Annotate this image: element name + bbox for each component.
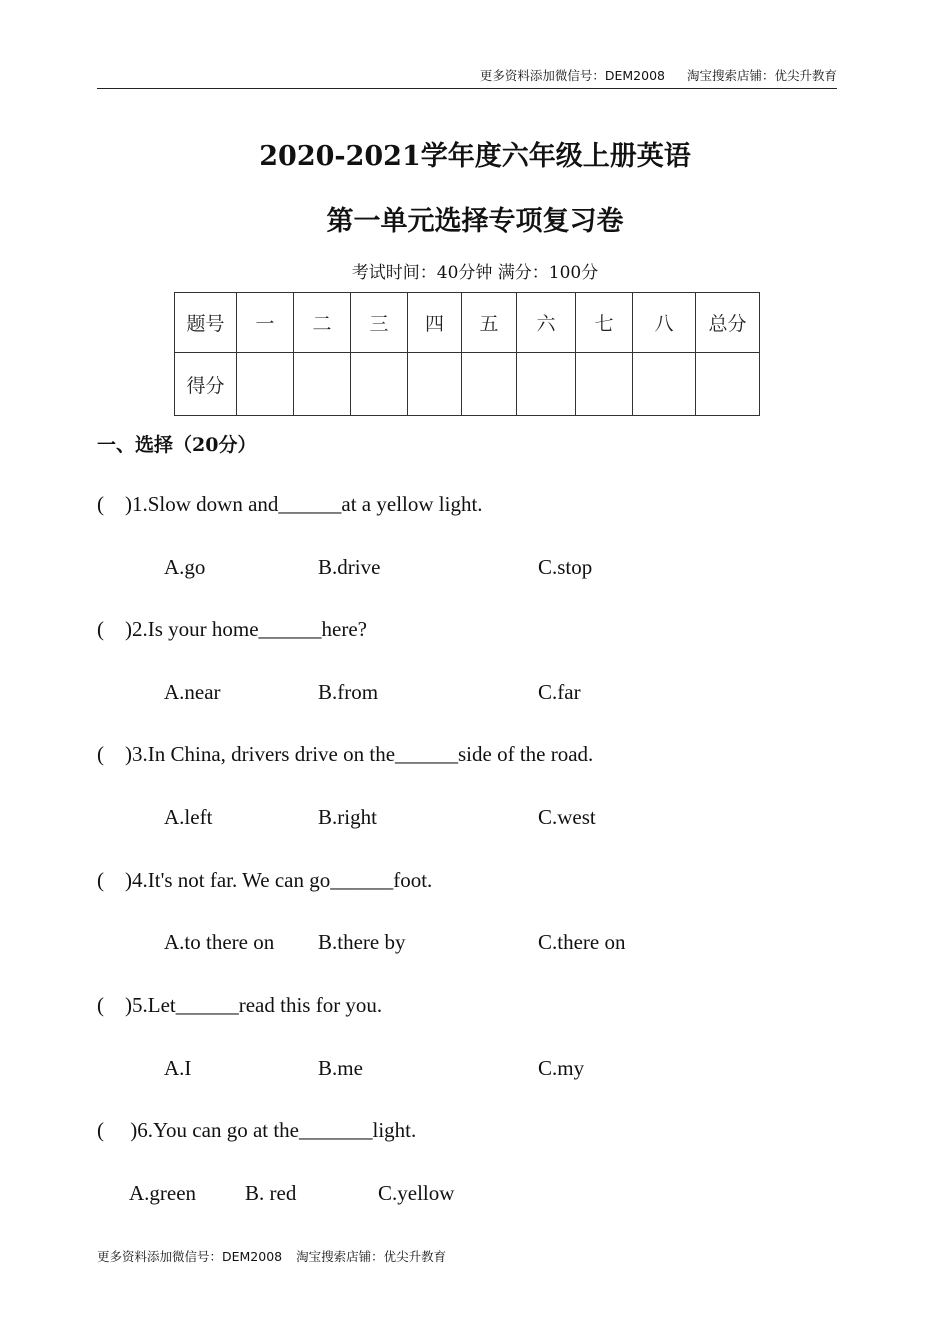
question-2-option-c: C.far [538, 680, 581, 704]
question-6-option-b: B. red [245, 1181, 297, 1205]
page-subtitle: 第一单元选择专项复习卷 [326, 206, 624, 237]
score-cell[interactable] [633, 353, 696, 416]
score-header-cell: 四 [408, 293, 462, 353]
question-6-option-a: A.green [129, 1181, 197, 1205]
question-1-option-a: A.go [164, 555, 206, 579]
footer-wechat: 更多资料添加微信号：DEM2008 [97, 1249, 283, 1264]
question-5-option-a: A.I [164, 1056, 192, 1080]
question-3-option-a: A.left [164, 805, 213, 829]
question-2: ( )2.Is your home______here? [97, 617, 368, 641]
page-title: 2020-2021学年度六年级上册英语 [259, 141, 691, 172]
score-cell[interactable] [517, 353, 576, 416]
score-cell[interactable] [351, 353, 408, 416]
question-6: ( )6.You can go at the_______light. [97, 1118, 417, 1142]
question-5: ( )5.Let______read this for you. [97, 993, 383, 1017]
question-3-option-b: B.right [318, 805, 377, 829]
question-5-option-b: B.me [318, 1056, 363, 1080]
question-4-option-b: B.there by [318, 930, 406, 954]
score-header-cell: 六 [517, 293, 576, 353]
score-table-header-row [175, 293, 760, 353]
question-1: ( )1.Slow down and______at a yellow light. [97, 492, 483, 516]
score-header-cell: 题号 [175, 293, 237, 353]
score-cell[interactable] [696, 353, 760, 416]
score-cell[interactable] [408, 353, 462, 416]
question-6-option-c: C.yellow [378, 1181, 455, 1205]
score-cell[interactable] [462, 353, 517, 416]
score-cell[interactable] [576, 353, 633, 416]
question-4: ( )4.It's not far. We can go______foot. [97, 868, 433, 892]
score-cell[interactable] [294, 353, 351, 416]
section-title: 一、选择（20分） [97, 434, 257, 456]
score-cell[interactable] [237, 353, 294, 416]
score-header-cell: 一 [237, 293, 294, 353]
score-header-cell: 五 [462, 293, 517, 353]
header-wechat: 更多资料添加微信号：DEM2008 [479, 68, 665, 83]
header-shop: 淘宝搜索店铺：优尖升教育 [686, 68, 837, 83]
score-header-cell: 八 [633, 293, 696, 353]
score-header-cell: 三 [351, 293, 408, 353]
question-1-option-b: B.drive [318, 555, 381, 579]
page-footer [97, 1247, 460, 1265]
exam-info: 考试时间：40分钟 满分：100分 [351, 263, 599, 283]
question-1-option-c: C.stop [538, 555, 593, 579]
question-4-option-a: A.to there on [164, 930, 275, 954]
question-3: ( )3.In China, drivers drive on the______side of the road. [97, 742, 594, 766]
question-4-option-c: C.there on [538, 930, 626, 954]
score-header-cell: 二 [294, 293, 351, 353]
score-header-cell: 总分 [696, 293, 760, 353]
question-5-option-c: C.my [538, 1056, 585, 1080]
footer-shop: 淘宝搜索店铺：优尖升教育 [296, 1249, 447, 1264]
score-row-label: 得分 [175, 353, 237, 416]
question-2-option-a: A.near [164, 680, 221, 704]
question-3-option-c: C.west [538, 805, 596, 829]
score-table [174, 292, 760, 416]
page-header [97, 66, 837, 89]
score-table-score-row [175, 353, 760, 416]
question-2-option-b: B.from [318, 680, 379, 704]
score-header-cell: 七 [576, 293, 633, 353]
